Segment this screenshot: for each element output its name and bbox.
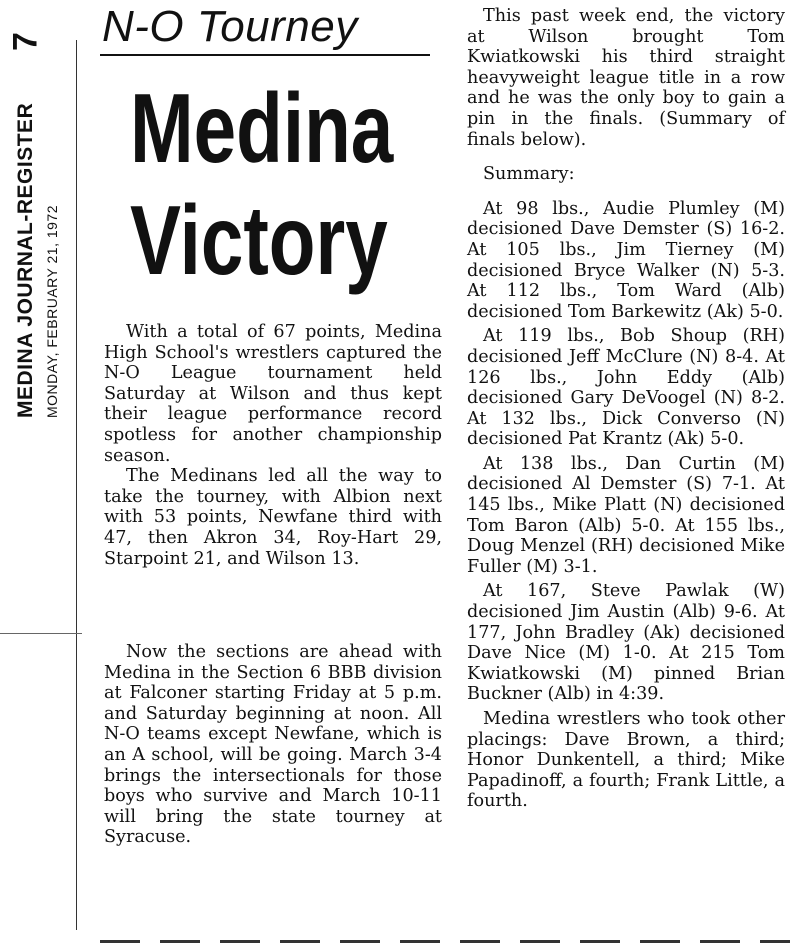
summary-paragraph: At 138 lbs., Dan Curtin (M) decisioned Al Demster (S) 7-1. At 145 lbs., Mike Platt (N) decisioned Tom Baron (Alb) 5-0. At 155 lbs., Doug Menzel (RH) decisioned Mike Fuller (M) 3-1.: [467, 453, 785, 577]
summary-paragraph: Medina wrestlers who took other placings: Dave Brown, a third; Honor Dunkentell, a third; Mike Papadinoff, a fourth; Frank Little, a fourth.: [467, 709, 785, 812]
fold-line: [0, 633, 82, 634]
headline-line-2: Victory: [130, 185, 388, 295]
story-body-upper: [104, 322, 442, 569]
story-body-lower: [104, 642, 442, 848]
headline-line-1: Medina: [130, 73, 394, 183]
summary-paragraph: At 98 lbs., Audie Plumley (M) decisioned Dave Demster (S) 16-2. At 105 lbs., Jim Tierney (M) decisioned Bryce Walker (N) 5-3. At 112 lbs., Tom Ward (Alb) decisioned Tom Barkewitz (Ak) 5-0.: [467, 198, 785, 322]
summary-paragraph: At 167, Steve Pawlak (W) decisioned Jim Austin (Alb) 9-6. At 177, John Bradley (Ak) decisioned Dave Nice (M) 1-0. At 215 Tom Kwiatkowski (M) pinned Brian Buckner (Alb) in 4:39.: [467, 581, 785, 705]
intro-paragraph: This past week end, the victory at Wilson brought Tom Kwiatkowski his third straight heavyweight league title in a row and he was the only boy to gain a pin in the finals. (Summary of finals below).: [467, 6, 785, 150]
article-paragraph: With a total of 67 points, Medina High School's wrestlers captured the N-O League tournament held Saturday at Wilson and thus kept their league performance record spotless for another championship season.: [104, 322, 442, 466]
page-number: 7: [6, 32, 45, 51]
newspaper-name: MEDINA JOURNAL-REGISTER: [14, 102, 37, 418]
left-column: [100, 0, 445, 294]
summary-heading: Summary:: [483, 164, 575, 185]
summary-paragraph: At 119 lbs., Bob Shoup (RH) decisioned Jeff McClure (N) 8-4. At 126 lbs., John Eddy (Alb) decisioned Gary DeVoogel (N) 8-2. At 132 lbs., Dick Converso (N) decisioned Pat Krantz (Ak) 5-0.: [467, 326, 785, 450]
bottom-rule: [100, 940, 790, 943]
right-column: [467, 6, 785, 812]
kicker-headline: N-O Tourney: [102, 2, 358, 51]
kicker-rule: [100, 54, 430, 56]
masthead-sidebar: [0, 0, 82, 945]
publication-date: MONDAY, FEBRUARY 21, 1972: [44, 205, 60, 418]
column-divider: [76, 40, 77, 930]
article-paragraph: The Medinans led all the way to take the tourney, with Albion next with 53 points, Newfane third with 47, then Akron 34, Roy-Hart 29, Starpoint 21, and Wilson 13.: [104, 466, 442, 569]
article-paragraph: Now the sections are ahead with Medina in the Section 6 BBB division at Falconer starting Friday at 5 p.m. and Saturday beginning at noon. All N-O teams except Newfane, which is an A school, will be going. March 3-4 brings the intersectionals for those boys who survive and March 10-11 will bring the state tourney at Syracuse.: [104, 642, 442, 848]
